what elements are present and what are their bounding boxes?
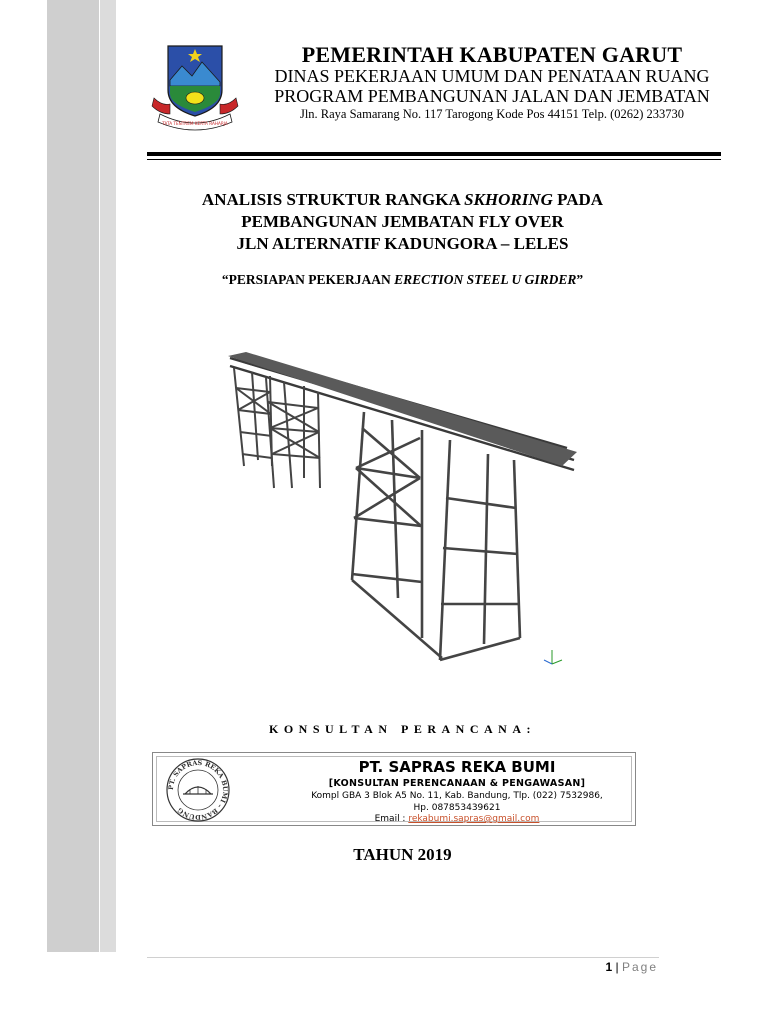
- firm-address: Kompl GBA 3 Blok A5 No. 11, Kab. Bandung, Tlp. (022) 7532986,: [311, 791, 603, 801]
- title-line-2: PEMBANGUNAN JEMBATAN FLY OVER: [241, 212, 564, 231]
- title-line-3: JLN ALTERNATIF KADUNGORA – LELES: [236, 234, 569, 253]
- department-name: DINAS PEKERJAAN UMUM DAN PENATAAN RUANG: [274, 66, 710, 86]
- email-label: Email :: [374, 814, 409, 824]
- title-line-1: ANALISIS STRUKTUR RANGKA SKHORING PADA: [201, 190, 604, 209]
- logo-motto: TATA TENTREM KERTA RAHARJA: [162, 121, 228, 126]
- header-rule-thin: [147, 159, 721, 160]
- footer-rule: [147, 957, 659, 958]
- firm-description: [KONSULTAN PERENCANAAN & PENGAWASAN]: [328, 778, 586, 789]
- firm-email-line: [277, 814, 637, 824]
- title-italic-word: SKHORING: [464, 190, 553, 209]
- consultant-heading: KONSULTAN PERANCANA:: [268, 722, 536, 736]
- page-footer: [560, 960, 658, 974]
- tower-4: [440, 440, 520, 660]
- tower-2: [266, 378, 320, 488]
- subtitle: “PERSIAPAN PEKERJAAN ERECTION STEEL U GIRDER”: [221, 272, 584, 287]
- header-rule-thick: [147, 152, 721, 156]
- firm-name: PT. SAPRAS REKA BUMI: [358, 758, 556, 776]
- company-stamp: [163, 756, 233, 824]
- program-name: PROGRAM PEMBANGUNAN JALAN DAN JEMBATAN: [274, 86, 710, 106]
- side-bar-decoration: [47, 0, 99, 952]
- bridge-structure-model-figure: [222, 348, 582, 676]
- consultant-box: [152, 752, 636, 826]
- org-address: Jln. Raya Samarang No. 117 Tarogong Kode Pos 44151 Telp. (0262) 233730: [299, 107, 685, 121]
- email-link[interactable]: rekabumi.sapras@gmail.com: [408, 814, 540, 824]
- page-separator: |: [612, 960, 622, 974]
- page-number: 1: [605, 960, 613, 974]
- stamp-text: PT. SAPRAS REKA BUMI – BANDUNG: [166, 758, 230, 822]
- firm-phone: Hp. 087853439621: [413, 803, 501, 813]
- document-year: TAHUN 2019: [353, 845, 452, 864]
- garut-logo: [150, 40, 240, 132]
- side-bar-decoration-light: [100, 0, 116, 952]
- axis-triad: [544, 650, 562, 664]
- org-name: PEMERINTAH KABUPATEN GARUT: [301, 42, 683, 67]
- tower-3: [352, 412, 442, 658]
- page-word: Page: [621, 960, 658, 974]
